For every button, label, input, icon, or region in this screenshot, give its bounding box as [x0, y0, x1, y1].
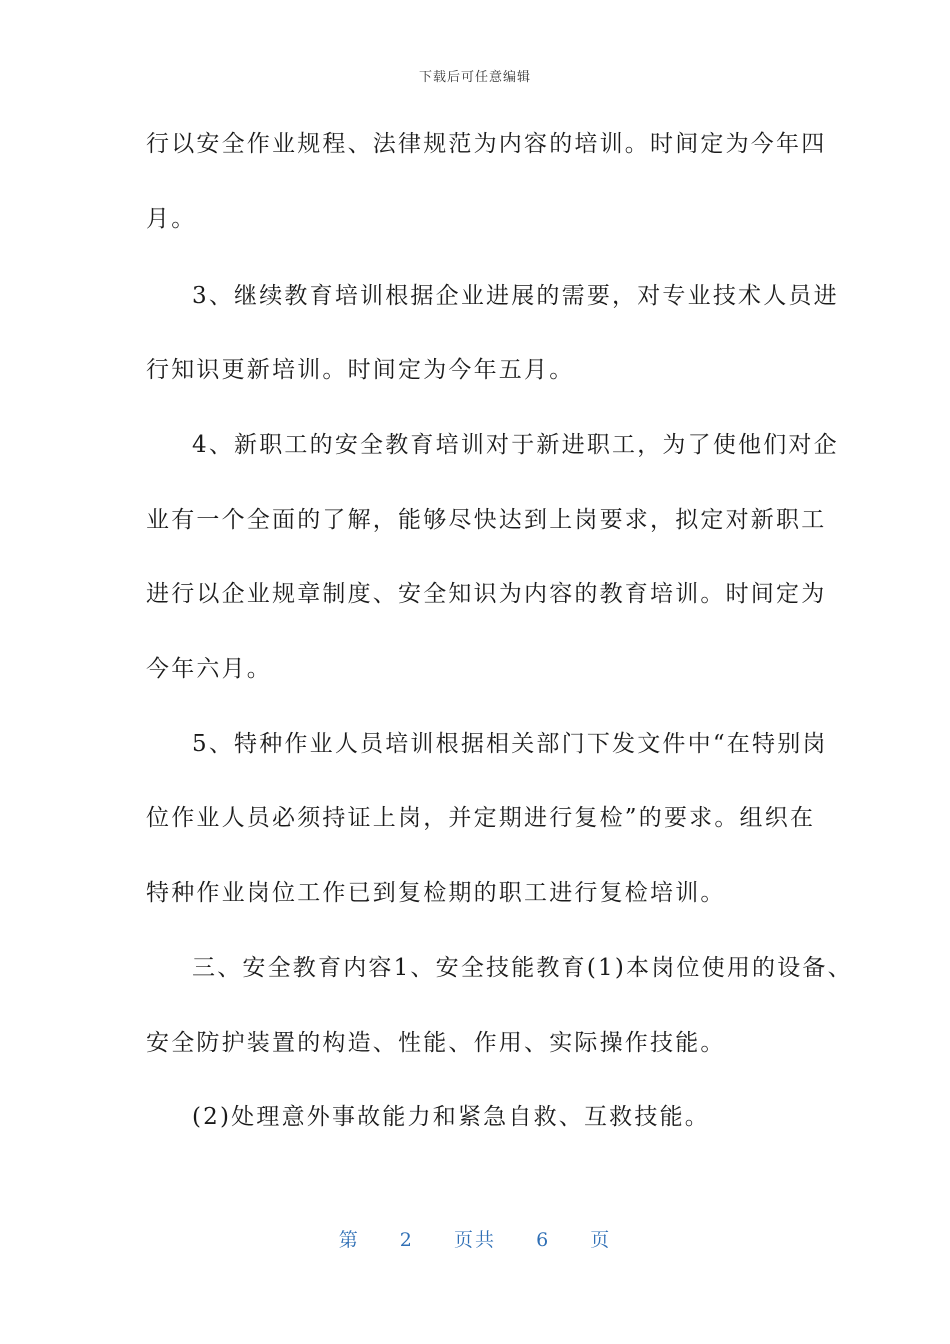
footer-total-pages: 6: [536, 1229, 551, 1251]
paragraph-line: 业有一个全面的了解，能够尽快达到上岗要求，拟定对新职工: [146, 507, 827, 533]
paragraph-line: 行以安全作业规程、法律规范为内容的培训。时间定为今年四: [146, 131, 827, 157]
paragraph-line: 进行以企业规章制度、安全知识为内容的教育培训。时间定为: [146, 581, 827, 607]
paragraph-line: 今年六月。: [146, 656, 272, 682]
paragraph-line: 特种作业岗位工作已到复检期的职工进行复检培训。: [146, 880, 726, 906]
paragraph-line: (2)处理意外事故能力和紧急自救、互救技能。: [192, 1104, 710, 1130]
paragraph-line: 月。: [146, 206, 197, 232]
footer-suffix: 页: [590, 1229, 612, 1251]
paragraph-line: 位作业人员必须持证上岗，并定期进行复检”的要求。组织在: [146, 805, 816, 831]
paragraph-line: 行知识更新培训。时间定为今年五月。: [146, 357, 575, 383]
paragraph-line: 4、新职工的安全教育培训对于新进职工，为了使他们对企: [192, 432, 839, 458]
footer-prefix: 第: [338, 1229, 360, 1251]
footer-middle: 页共: [453, 1229, 496, 1251]
page-header-note: 下载后可任意编辑: [418, 70, 531, 85]
paragraph-line: 安全防护装置的构造、性能、作用、实际操作技能。: [146, 1030, 726, 1056]
footer-page-number: 2: [399, 1229, 414, 1251]
paragraph-line: 5、特种作业人员培训根据相关部门下发文件中“在特别岗: [192, 731, 828, 757]
page-number-footer: [0, 1225, 950, 1252]
paragraph-line: 3、继续教育培训根据企业进展的需要，对专业技术人员进: [192, 283, 839, 309]
paragraph-line: 三、安全教育内容1、安全技能教育(1)本岗位使用的设备、: [192, 955, 853, 981]
